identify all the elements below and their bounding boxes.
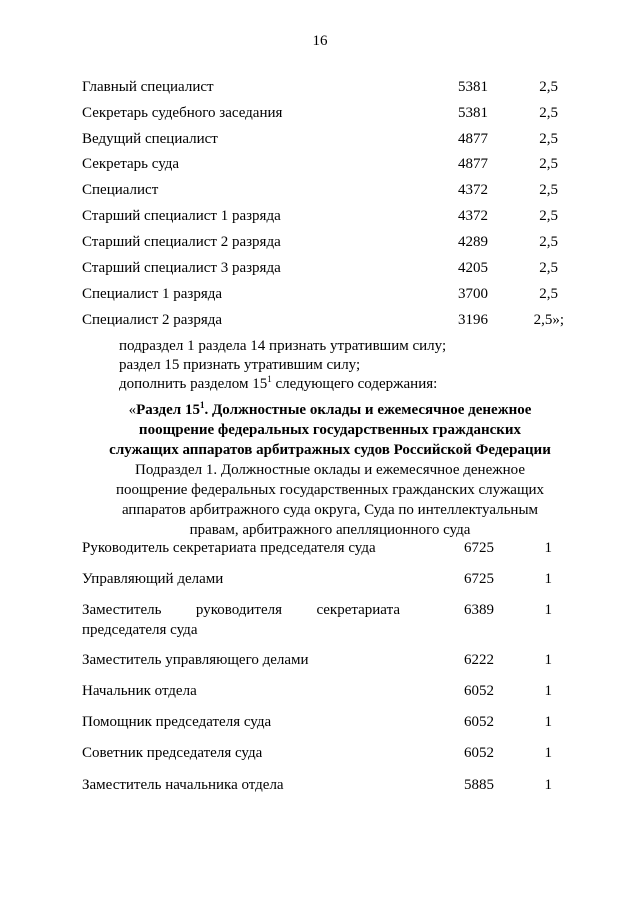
table-row (0, 743, 640, 763)
salary-value: 4205 (458, 260, 488, 276)
salary-value: 3196 (458, 312, 488, 328)
table-row (0, 681, 640, 701)
amendment-line: подраздел 1 раздела 14 признать утратившим силу; (119, 338, 447, 354)
table-row (0, 77, 640, 97)
table-row (0, 180, 640, 200)
position-name: Старший специалист 2 разряда (82, 234, 281, 250)
salary-value: 6052 (464, 745, 494, 761)
position-name: Главный специалист (82, 79, 214, 95)
position-name: Специалист 1 разряда (82, 286, 223, 302)
coefficient-value: 2,5 (539, 260, 558, 276)
coefficient-value: 1 (544, 745, 552, 761)
section-title-line: служащих аппаратов арбитражных судов Российской Федерации (109, 442, 551, 458)
coefficient-value: 1 (544, 571, 552, 587)
coefficient-value: 2,5 (539, 79, 558, 95)
salary-value: 6052 (464, 683, 494, 699)
position-name: Заместитель начальника отдела (82, 777, 284, 793)
coefficient-value: 2,5 (539, 234, 558, 250)
salary-value: 4372 (458, 182, 488, 198)
table-row (0, 154, 640, 174)
salary-value: 4372 (458, 208, 488, 224)
salary-value: 6725 (464, 540, 494, 556)
position-name: Старший специалист 3 разряда (82, 260, 281, 276)
position-name: Секретарь суда (82, 156, 180, 172)
amendment-text: дополнить разделом 15 (119, 376, 268, 392)
coefficient-value: 1 (544, 540, 552, 556)
subsection-title-line: поощрение федеральных государственных гражданских служащих (115, 482, 545, 498)
salary-value: 5381 (458, 105, 488, 121)
position-word: руководителя (195, 602, 283, 618)
position-word: секретариата (316, 602, 400, 618)
table-row (0, 258, 640, 278)
position-name (82, 600, 400, 640)
salary-value: 6052 (464, 714, 494, 730)
position-name: Специалист 2 разряда (82, 312, 223, 328)
table-row (0, 284, 640, 304)
coefficient-value: 1 (544, 602, 552, 618)
table-row (0, 538, 640, 558)
superscript: 1 (267, 374, 272, 384)
position-name: Старший специалист 1 разряда (82, 208, 281, 224)
section-label: Раздел 15 (136, 402, 200, 418)
coefficient-value: 1 (544, 714, 552, 730)
salary-value: 3700 (458, 286, 488, 302)
position-name: Советник председателя суда (82, 745, 263, 761)
coefficient-value: 2,5 (539, 182, 558, 198)
table-row (0, 129, 640, 149)
salary-value: 4289 (458, 234, 488, 250)
position-name-line2: председателя суда (82, 622, 198, 638)
position-name: Ведущий специалист (82, 131, 218, 147)
position-name: Секретарь судебного заседания (82, 105, 283, 121)
coefficient-value: 2,5»; (533, 312, 564, 328)
coefficient-value: 2,5 (539, 286, 558, 302)
salary-value: 6222 (464, 652, 494, 668)
table-row (0, 712, 640, 732)
position-name: Заместитель управляющего делами (82, 652, 309, 668)
table-row (0, 600, 640, 642)
coefficient-value: 2,5 (539, 156, 558, 172)
salary-value: 5885 (464, 777, 494, 793)
salary-value: 6725 (464, 571, 494, 587)
coefficient-value: 2,5 (539, 131, 558, 147)
open-quote: « (128, 402, 137, 418)
table-row (0, 103, 640, 123)
salary-value: 4877 (458, 156, 488, 172)
section-title-text: . Должностные оклады и ежемесячное денежное (204, 402, 532, 418)
coefficient-value: 1 (544, 652, 552, 668)
salary-value: 6389 (464, 602, 494, 618)
coefficient-value: 1 (544, 777, 552, 793)
coefficient-value: 2,5 (539, 105, 558, 121)
table-row (0, 569, 640, 589)
subsection-title-line: правам, арбитражного апелляционного суда (189, 522, 471, 538)
subsection-title-line: аппаратов арбитражного суда округа, Суда по интеллектуальным (121, 502, 539, 518)
table-row (0, 232, 640, 252)
subsection-title-line: Подраздел 1. Должностные оклады и ежемесячное денежное (135, 462, 525, 478)
position-name: Специалист (82, 182, 159, 198)
table-row (0, 310, 640, 330)
position-name: Помощник председателя суда (82, 714, 272, 730)
superscript: 1 (199, 400, 205, 410)
amendment-text: следующего содержания: (271, 376, 438, 392)
coefficient-value: 2,5 (539, 208, 558, 224)
section-title-line: поощрение федеральных государственных гражданских (138, 422, 522, 438)
section-title-line (60, 400, 600, 420)
amendment-line (119, 375, 437, 394)
salary-value: 4877 (458, 131, 488, 147)
position-name: Начальник отдела (82, 683, 197, 699)
table-row (0, 206, 640, 226)
page-number: 16 (312, 33, 328, 49)
amendment-line: раздел 15 признать утратившим силу; (119, 357, 361, 373)
table-row (0, 775, 640, 795)
position-name: Руководитель секретариата председателя суда (82, 540, 376, 556)
coefficient-value: 1 (544, 683, 552, 699)
position-word: Заместитель (82, 602, 162, 618)
salary-value: 5381 (458, 79, 488, 95)
table-row (0, 650, 640, 670)
position-name: Управляющий делами (82, 571, 224, 587)
